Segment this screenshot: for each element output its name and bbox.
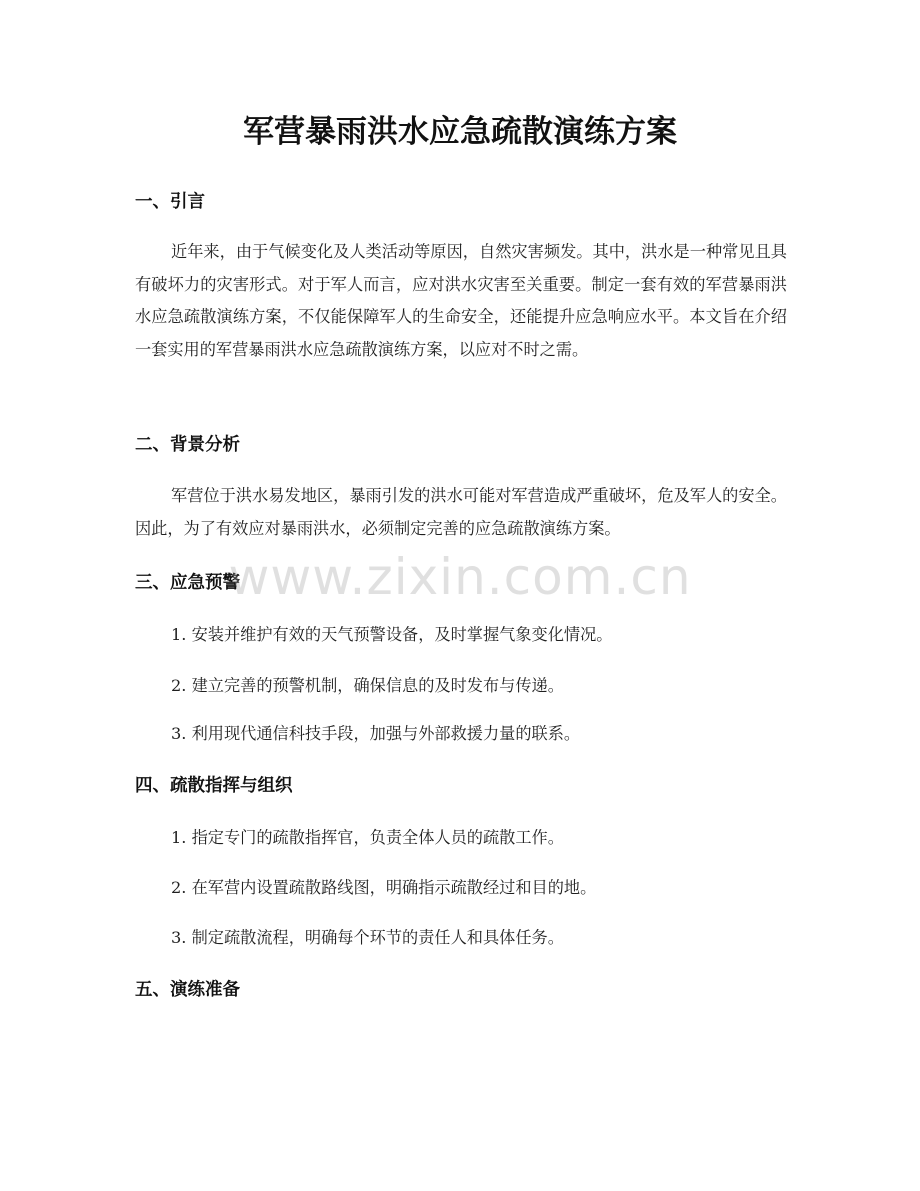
list-item: 3. 制定疏散流程，明确每个环节的责任人和具体任务。 <box>171 928 564 947</box>
section-heading-drill-preparation: 五、演练准备 <box>135 980 240 1000</box>
section-heading-background: 二、背景分析 <box>135 435 240 455</box>
watermark: www.zixin.com.cn <box>228 548 692 606</box>
list-item: 1. 安装并维护有效的天气预警设备，及时掌握气象变化情况。 <box>171 625 613 644</box>
document-title: 军营暴雨洪水应急疏散演练方案 <box>243 114 677 150</box>
list-item: 3. 利用现代通信科技手段，加强与外部救援力量的联系。 <box>171 724 581 743</box>
list-item: 2. 建立完善的预警机制，确保信息的及时发布与传递。 <box>171 676 564 695</box>
section-heading-introduction: 一、引言 <box>135 192 205 212</box>
section-heading-evacuation-command: 四、疏散指挥与组织 <box>135 776 293 796</box>
section-paragraph-background: 军营位于洪水易发地区，暴雨引发的洪水可能对军营造成严重破坏，危及军人的安全。因此，为了有效应对暴雨洪水，必须制定完善的应急疏散演练方案。 <box>135 486 787 538</box>
list-item: 1. 指定专门的疏散指挥官，负责全体人员的疏散工作。 <box>171 828 564 847</box>
list-item: 2. 在军营内设置疏散路线图，明确指示疏散经过和目的地。 <box>171 878 597 897</box>
section-paragraph-introduction: 近年来，由于气候变化及人类活动等原因，自然灾害频发。其中，洪水是一种常见且具有破坏力的灾害形式。对于军人而言，应对洪水灾害至关重要。制定一套有效的军营暴雨洪水应急疏散演练方案，不仅能保障军人的生命安全，还能提升应急响应水平。本文旨在介绍一套实用的军营暴雨洪水应急疏散演练方案，以应对不时之需。 <box>135 242 787 359</box>
section-heading-early-warning: 三、应急预警 <box>135 573 240 593</box>
